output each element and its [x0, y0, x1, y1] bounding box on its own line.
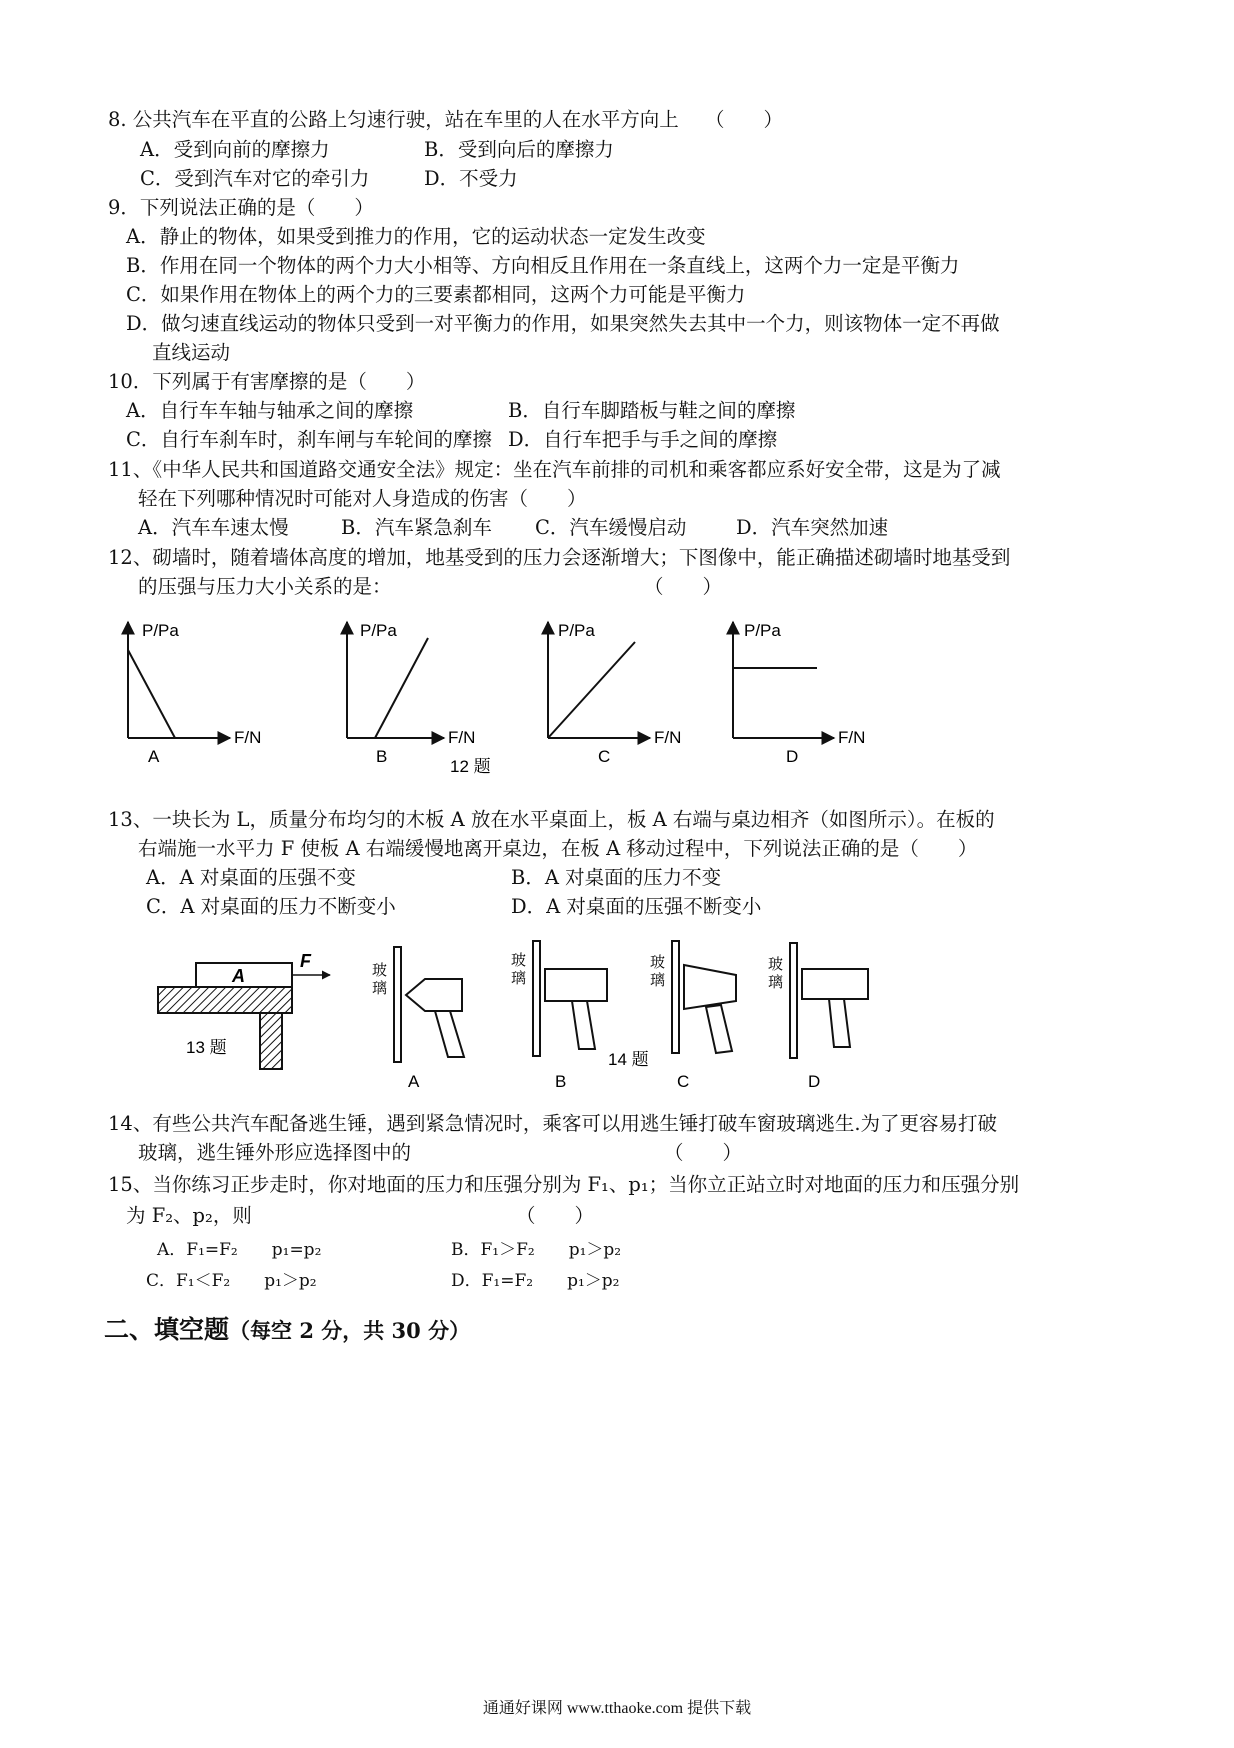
q12-graph-d-xlabel: F/N [838, 728, 866, 747]
q14-d-glass-char1: 玻 [768, 956, 784, 973]
q14-hammer-c [650, 941, 736, 1091]
q14-d-glass-char2: 璃 [768, 974, 784, 991]
q9-option-c: C．如果作用在物体上的两个力的三要素都相同，这两个力可能是平衡力 [126, 283, 746, 306]
q10-option-d: D．自行车把手与手之间的摩擦 [508, 428, 778, 451]
q11-option-c: C．汽车缓慢启动 [535, 516, 687, 539]
q14-c-head [684, 965, 736, 1009]
q15-option-d: D．F₁=F₂ p₁＞p₂ [451, 1271, 620, 1291]
q9-stem: 9．下列说法正确的是（ ） [108, 196, 374, 219]
q14-hammer-d [768, 943, 868, 1091]
q15-option-b: B．F₁＞F₂ p₁＞p₂ [451, 1240, 622, 1260]
q12-graph-d [733, 621, 865, 766]
q11-option-d: D．汽车突然加速 [736, 516, 889, 539]
q14-stem-line1: 14、有些公共汽车配备逃生锤，遇到紧急情况时，乘客可以用逃生锤打破车窗玻璃逃生.为了更容易打破 [108, 1112, 998, 1135]
q12-figure-caption: 12 题 [450, 757, 491, 776]
q12-graph-c-line [548, 642, 635, 738]
q14-a-glass-char2: 璃 [372, 980, 388, 997]
q14-label-c: C [677, 1072, 690, 1091]
q14-hammer-a [372, 947, 464, 1091]
q13-table-leg [260, 1013, 282, 1069]
q14-a-handle [435, 1011, 464, 1057]
q12-graph-c-xlabel: F/N [654, 728, 682, 747]
q12-graph-b-ylabel: P/Pa [360, 621, 397, 640]
q13-table-top [158, 987, 292, 1013]
q14-b-glass-char2: 璃 [511, 970, 527, 987]
section-2-title: 二、填空题 [104, 1315, 230, 1344]
page-footer: 通通好课网 www.tthaoke.com 提供下载 [482, 1700, 752, 1717]
q13-figure [158, 951, 330, 1069]
q14-a-glass [394, 947, 401, 1062]
q15-option-a: A．F₁=F₂ p₁=p₂ [157, 1240, 322, 1260]
q13-q14-figures [150, 935, 890, 1095]
q15-bracket: （ ） [516, 1204, 595, 1227]
section-2-heading [104, 1310, 470, 1346]
q12-graphs-figure [110, 610, 890, 785]
q12-stem-line1: 12、砌墙时，随着墙体高度的增加，地基受到的压力会逐渐增大；下图像中，能正确描述砌墙时地基受到 [108, 546, 1011, 569]
q8-option-b: B．受到向后的摩擦力 [424, 138, 614, 161]
q12-stem-line2: 的压强与压力大小关系的是： [138, 575, 392, 598]
q13-option-a: A．A 对桌面的压强不变 [146, 866, 356, 889]
q10-option-a: A．自行车车轴与轴承之间的摩擦 [126, 399, 414, 422]
q12-graph-a-ylabel: P/Pa [142, 621, 179, 640]
q14-c-handle [706, 1005, 732, 1053]
q10-stem: 10．下列属于有害摩擦的是（ ） [108, 370, 426, 393]
q12-graph-d-ylabel: P/Pa [744, 621, 781, 640]
q14-b-head [545, 969, 607, 1001]
q14-d-handle [829, 999, 850, 1047]
q14-b-glass [533, 941, 540, 1056]
q11-option-a: A．汽车车速太慢 [138, 516, 289, 539]
q14-label-d: D [808, 1072, 821, 1091]
q8-option-c: C．受到汽车对它的牵引力 [140, 167, 370, 190]
q12-graph-a-xlabel: F/N [234, 728, 262, 747]
q11-option-b: B．汽车紧急刹车 [341, 516, 492, 539]
q14-figure-caption: 14 题 [608, 1050, 649, 1069]
q9-option-d: D．做匀速直线运动的物体只受到一对平衡力的作用，如果突然失去其中一个力，则该物体一定不再做 [126, 312, 1000, 335]
q8-option-d: D．不受力 [424, 167, 518, 190]
section-2-note: （每空 2 分，共 30 分） [229, 1318, 471, 1343]
q11-stem-line1: 11、《中华人民共和国道路交通安全法》规定：坐在汽车前排的司机和乘客都应系好安全带，这是为了减 [108, 458, 1001, 481]
q14-bracket: （ ） [664, 1141, 743, 1164]
q10-option-c: C．自行车刹车时，刹车闸与车轮间的摩擦 [126, 428, 492, 451]
q12-graph-b-xlabel: F/N [448, 728, 476, 747]
q8-bracket: （ ） [705, 108, 784, 131]
q13-force-label: F [300, 951, 311, 971]
q13-option-c: C．A 对桌面的压力不断变小 [146, 895, 396, 918]
q13-stem-line2: 右端施一水平力 F 使板 A 右端缓慢地离开桌边，在板 A 移动过程中，下列说法正确的是（ ） [138, 837, 978, 860]
q10-option-b: B．自行车脚踏板与鞋之间的摩擦 [508, 399, 796, 422]
q8-stem: 8. 公共汽车在平直的公路上匀速行驶，站在车里的人在水平方向上 [108, 108, 679, 131]
q12-graph-c [548, 621, 681, 766]
q14-b-glass-char1: 玻 [511, 952, 527, 969]
q15-stem-line2: 为 F₂、p₂，则 [126, 1204, 252, 1227]
q12-graph-c-ylabel: P/Pa [558, 621, 595, 640]
q14-a-head [406, 979, 462, 1011]
q12-graph-b-label: B [376, 747, 388, 766]
q14-label-a: A [408, 1072, 420, 1091]
q14-d-head [802, 969, 868, 999]
q9-option-d-cont: 直线运动 [152, 341, 231, 364]
q12-graph-a [128, 621, 261, 766]
q9-option-a: A．静止的物体，如果受到推力的作用，它的运动状态一定发生改变 [126, 225, 706, 248]
q13-figure-caption: 13 题 [186, 1038, 227, 1057]
q14-a-glass-char1: 玻 [372, 962, 388, 979]
q15-option-c: C．F₁＜F₂ p₁＞p₂ [146, 1271, 317, 1291]
q14-stem-line2: 玻璃，逃生锤外形应选择图中的 [138, 1141, 412, 1164]
q12-graph-a-line [128, 650, 175, 738]
q14-d-glass [790, 943, 797, 1058]
q14-b-handle [572, 1001, 595, 1049]
q13-stem-line1: 13、一块长为 L，质量分布均匀的木板 A 放在水平桌面上，板 A 右端与桌边相齐（如图所示）。在板的 [108, 808, 995, 831]
q15-stem-line1: 15、当你练习正步走时，你对地面的压力和压强分别为 F₁、p₁；当你立正站立时对地面的压力和压强分别 [108, 1173, 1020, 1196]
q12-bracket: （ ） [644, 575, 723, 598]
q12-graph-b [347, 621, 491, 776]
q9-option-b: B．作用在同一个物体的两个力大小相等、方向相反且作用在一条直线上，这两个力一定是平衡力 [126, 254, 960, 277]
q12-graph-c-label: C [598, 747, 611, 766]
q14-label-b: B [555, 1072, 567, 1091]
q14-c-glass-char2: 璃 [650, 972, 666, 989]
q13-board-label: A [232, 966, 245, 986]
q14-hammer-b [511, 941, 649, 1091]
q11-stem-line2: 轻在下列哪种情况时可能对人身造成的伤害（ ） [138, 487, 587, 510]
q12-graph-a-label: A [148, 747, 160, 766]
q13-option-b: B．A 对桌面的压力不变 [511, 866, 722, 889]
q14-c-glass [672, 941, 679, 1053]
q14-c-glass-char1: 玻 [650, 954, 666, 971]
q8-option-a: A．受到向前的摩擦力 [140, 138, 330, 161]
q12-graph-b-line [375, 638, 428, 738]
q12-graph-d-label: D [786, 747, 799, 766]
q13-option-d: D．A 对桌面的压强不断变小 [511, 895, 762, 918]
